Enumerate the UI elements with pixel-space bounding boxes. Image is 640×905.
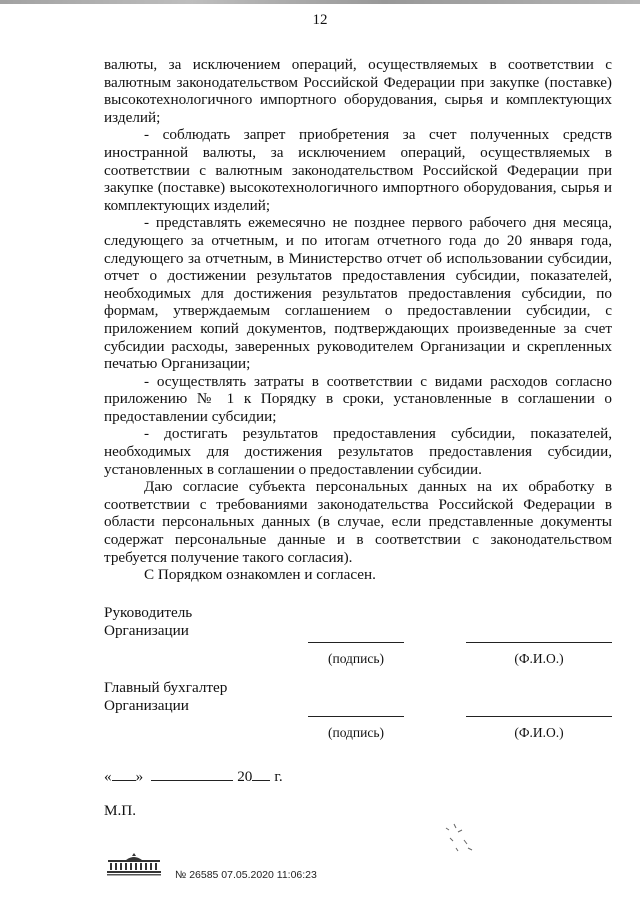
head-signature-label bbox=[104, 604, 192, 640]
document-body bbox=[104, 56, 612, 584]
paragraph-6: Даю согласие субъекта персональных данных на их обработку в соответствии с требованиями законодательства Российской Федерации в области персональных данных (в случае, если представленные документы содержат персональные данные и в соответствии с законодательством требуется получение такого согласия). bbox=[104, 478, 612, 566]
date-row bbox=[104, 766, 283, 786]
registration-stamp bbox=[175, 869, 317, 881]
paragraph-4: - осуществлять затраты в соответствии с видами расходов согласно приложению № 1 к Порядку в сроки, установленные в соглашении о предоставлении субсидии; bbox=[104, 372, 612, 425]
footer-number-sign: № bbox=[175, 869, 187, 881]
date-day-blank bbox=[112, 766, 136, 781]
footer-stamp-text: 26585 07.05.2020 11:06:23 bbox=[189, 869, 317, 881]
head-name-caption: (Ф.И.О.) bbox=[514, 651, 564, 666]
government-building-seal-icon bbox=[104, 852, 164, 876]
scan-edge bbox=[0, 0, 640, 4]
date-close-quote: » bbox=[135, 768, 144, 785]
head-title: Руководитель bbox=[104, 604, 193, 621]
paragraph-5: - достигать результатов предоставления субсидии, показателей, необходимых для достижения результатов предоставления субсидии, установленных в соглашении о предоставлении субсидии. bbox=[104, 425, 612, 478]
head-sign-caption: (подпись) bbox=[327, 651, 385, 666]
accountant-sign-caption: (подпись) bbox=[327, 725, 385, 740]
accountant-name-caption: (Ф.И.О.) bbox=[514, 725, 564, 740]
head-signature-line bbox=[308, 642, 404, 643]
accountant-org: Организации bbox=[104, 697, 189, 714]
paragraph-7: С Порядком ознакомлен и согласен. bbox=[144, 566, 376, 584]
pen-marks-icon bbox=[440, 818, 480, 858]
paragraph-3: - представлять ежемесячно не позднее первого рабочего дня месяца, следующего за отчетным, и по итогам отчетного года до 20 января года, следующего за отчетным, в Министерство отчет об использовании субсидии, отчет о достижении результатов предоставления субсидии, показателей, необходимых для достижения результатов предоставления субсидии, по формам, утверждаемым соглашением о предоставлении субсидии, с приложением копий документов, подтверждающих произведенные за счет субсидии расходы, заверенных руководителем Организации и скрепленных печатью Организации; bbox=[104, 214, 612, 373]
head-name-line bbox=[466, 642, 612, 643]
accountant-signature-line bbox=[308, 716, 404, 717]
stamp-label: М.П. bbox=[104, 802, 137, 819]
date-year-prefix: 20 bbox=[237, 768, 253, 785]
accountant-signature-label bbox=[104, 679, 227, 715]
paragraph-1: валюты, за исключением операций, осуществляемых в соответствии с валютным законодательством Российской Федерации при закупке (поставке) высокотехнологичного импортного оборудования, сырья и комплектующих изделий; bbox=[104, 56, 612, 126]
accountant-name-line bbox=[466, 716, 612, 717]
accountant-title: Главный бухгалтер bbox=[104, 679, 228, 696]
paragraph-2: - соблюдать запрет приобретения за счет полученных средств иностранной валюты, за исключением операций, осуществляемых в соответствии с валютным законодательством Российской Федерации при закупке (поставке) высокотехнологичного импортного оборудования, сырья и комплектующих изделий; bbox=[104, 126, 612, 214]
page-number: 12 bbox=[312, 12, 328, 28]
date-year-suffix: г. bbox=[274, 768, 283, 785]
date-year-blank bbox=[252, 766, 270, 781]
head-org: Организации bbox=[104, 622, 189, 639]
date-open-quote: « bbox=[104, 768, 112, 785]
date-month-blank bbox=[151, 766, 233, 781]
